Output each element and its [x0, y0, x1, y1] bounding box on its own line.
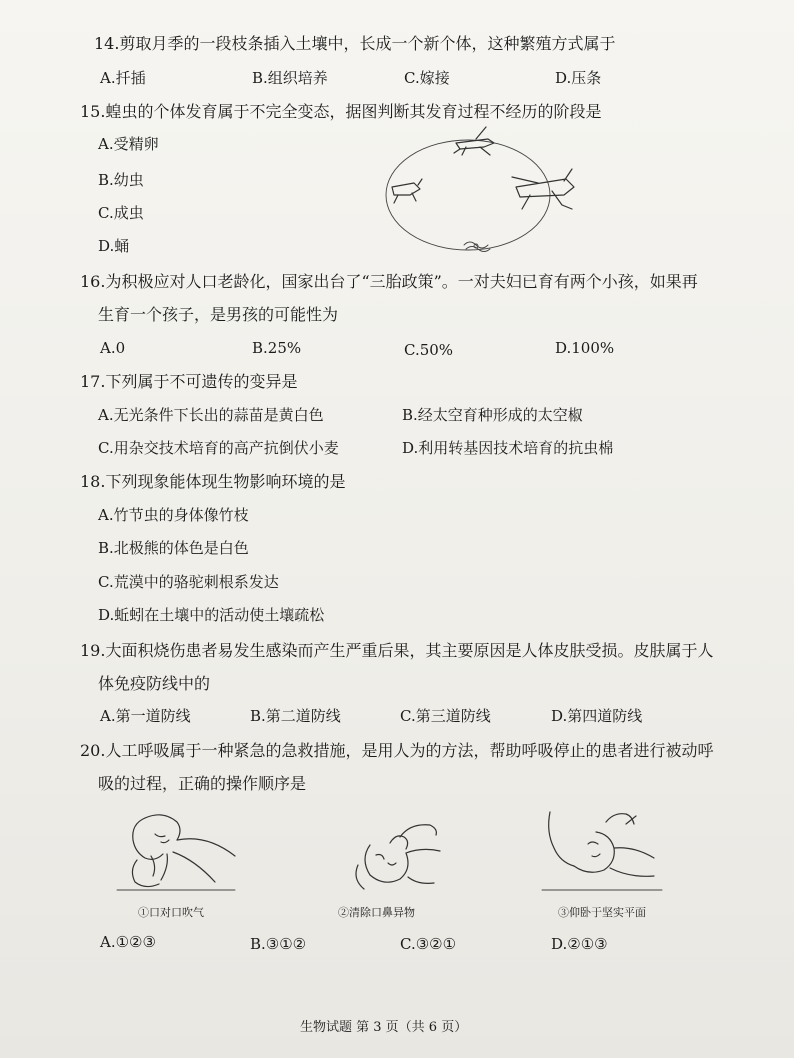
q15-option-c: C.成虫: [98, 204, 144, 222]
q20-stem-line2: 吸的过程，正确的操作顺序是: [98, 774, 307, 793]
q17-option-b: B.经太空育种形成的太空椒: [402, 406, 583, 424]
q20-option-a: A.①②③: [100, 933, 156, 951]
q17-option-d: D.利用转基因技术培育的抗虫棉: [402, 439, 614, 457]
q14-option-c: C.嫁接: [404, 69, 450, 87]
q19-option-d: D.第四道防线: [551, 707, 643, 725]
page-footer: 生物试题 第 3 页（共 6 页）: [300, 1020, 468, 1035]
q19-stem-line1: 19.大面积烧伤患者易发生感染而产生严重后果，其主要原因是人体皮肤受损。皮肤属于人: [80, 641, 714, 660]
adult-grasshopper-large-icon: [512, 169, 574, 209]
q20-stem-line1: 20.人工呼吸属于一种紧急的急救措施，是用人为的方法，帮助呼吸停止的患者进行被动呼: [80, 741, 714, 760]
q18-option-b: B.北极熊的体色是白色: [98, 539, 249, 557]
nymph-grasshopper-icon: [392, 179, 422, 203]
q14-option-d: D.压条: [555, 69, 602, 87]
q15-option-d: D.蛹: [98, 237, 130, 255]
q19-option-a: A.第一道防线: [100, 707, 191, 725]
q16-option-a: A.0: [100, 339, 126, 357]
q20-caption-3: ③仰卧于坚实平面: [558, 906, 646, 919]
q14-option-b: B.组织培养: [252, 69, 328, 87]
q19-option-b: B.第二道防线: [250, 707, 341, 725]
q16-option-c: C.50%: [404, 341, 454, 359]
supine-position-figure: [540, 808, 665, 893]
q18-option-a: A.竹节虫的身体像竹枝: [98, 506, 249, 524]
q20-caption-2: ②清除口鼻异物: [338, 906, 415, 919]
q15-stem: 15.蝗虫的个体发育属于不完全变态，据图判断其发育过程不经历的阶段是: [80, 102, 602, 121]
q15-option-b: B.幼虫: [98, 171, 144, 189]
q20-option-c: C.③②①: [400, 935, 457, 953]
q14-option-a: A.扦插: [100, 69, 146, 87]
q16-option-d: D.100%: [555, 339, 615, 357]
grasshopper-life-cycle-figure: [380, 125, 570, 260]
q14-stem: 14.剪取月季的一段枝条插入土壤中，长成一个新个体，这种繁殖方式属于: [94, 34, 616, 53]
q20-option-d: D.②①③: [551, 935, 608, 953]
q20-caption-1: ①口对口吹气: [138, 906, 204, 919]
q19-option-c: C.第三道防线: [400, 707, 491, 725]
q17-option-c: C.用杂交技术培育的高产抗倒伏小麦: [98, 439, 339, 457]
q16-stem-line1: 16.为积极应对人口老龄化，国家出台了“三胎政策”。一对夫妇已育有两个小孩，如果再: [80, 272, 698, 291]
q18-option-d: D.蚯蚓在土壤中的活动使土壤疏松: [98, 606, 325, 624]
adult-grasshopper-top-icon: [454, 127, 494, 155]
q15-option-a: A.受精卵: [98, 135, 159, 153]
q18-stem: 18.下列现象能体现生物影响环境的是: [80, 472, 346, 491]
clear-airway-figure: [350, 815, 445, 895]
q16-stem-line2: 生育一个孩子，是男孩的可能性为: [98, 305, 339, 324]
q19-stem-line2: 体免疫防线中的: [98, 674, 211, 693]
q17-stem: 17.下列属于不可遗传的变异是: [80, 372, 298, 391]
mouth-to-mouth-figure: [115, 808, 240, 893]
q18-option-c: C.荒漠中的骆驼刺根系发达: [98, 573, 279, 591]
q16-option-b: B.25%: [252, 339, 302, 357]
q20-option-b: B.③①②: [250, 935, 307, 953]
q17-option-a: A.无光条件下长出的蒜苗是黄白色: [98, 406, 324, 424]
